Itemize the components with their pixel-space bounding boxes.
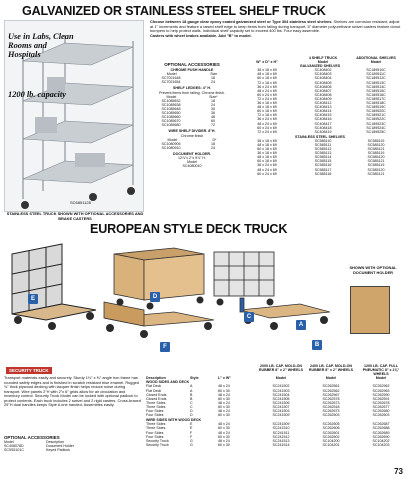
- table-cell: SC585121: [367, 147, 385, 152]
- table-cell: SC408417: [314, 121, 332, 126]
- table-cell: SC262689: [372, 430, 390, 435]
- table-cell: Security Truck: [146, 438, 169, 443]
- table-cell: SC585119: [367, 151, 385, 156]
- table-cell: SC408403: [314, 72, 332, 77]
- table-cell: 24: [211, 80, 215, 85]
- table-cell: SC262673: [322, 400, 340, 405]
- table-cell: SC585121: [367, 159, 385, 164]
- table-cell: SC262688: [372, 426, 390, 431]
- table-cell: 18: [211, 76, 215, 81]
- size-col-head: W" x D" x H": [256, 60, 278, 65]
- table-cell: 36 x 18 x 69: [257, 138, 277, 143]
- table-cell: SC1085680: [161, 123, 181, 128]
- table-cell: SC1085670: [161, 119, 181, 124]
- table-cell: SC262590: [372, 392, 390, 397]
- table-cell: 72 x 18 x 69: [257, 113, 277, 118]
- table-cell: 48 x 24: [218, 400, 230, 405]
- table-cell: SC262605: [322, 422, 340, 427]
- table-cell: SC1085632: [161, 98, 181, 103]
- table-cell: SC241509: [272, 413, 290, 418]
- table-cell: SC408414: [314, 109, 332, 114]
- table-cell: SC189516C: [366, 92, 386, 97]
- table-cell: SC241505: [272, 396, 290, 401]
- doc-holder-note: 12⅞"x 2"x 9⅞" H.: [178, 155, 206, 160]
- table-cell: 60 x 18 x 69: [257, 159, 277, 164]
- table-cell: Four Sides: [146, 434, 164, 439]
- table-cell: SC585110: [314, 138, 332, 143]
- table-cell: SC262602: [322, 434, 340, 439]
- col-model-c: Model: [375, 376, 387, 381]
- table-cell: B: [190, 396, 193, 401]
- col-model: Model: [166, 72, 177, 77]
- col-description: Description: [46, 440, 64, 445]
- table-row: [146, 413, 406, 417]
- table-cell: D: [190, 409, 193, 414]
- table-cell: SC189510C: [366, 68, 386, 73]
- table-cell: 30: [211, 106, 215, 111]
- table-cell: SC189511C: [366, 72, 386, 77]
- table-cell: SC189525C: [366, 129, 386, 134]
- table-cell: SC1085638: [161, 102, 181, 107]
- table-cell: 24: [211, 102, 215, 107]
- page-number: 73: [394, 467, 403, 476]
- table-cell: 48 x 24 x 69: [257, 121, 277, 126]
- group-wire: WIRE SIDES WITH WOOD DECK: [146, 418, 202, 423]
- table-cell: 48 x 18 x 69: [257, 105, 277, 110]
- table-cell: SC189518C: [366, 101, 386, 106]
- deck-truck-table: [146, 364, 406, 447]
- table-cell: 60 x 30: [218, 413, 230, 418]
- divider-rows: [150, 142, 234, 150]
- wood-rows: [146, 384, 406, 417]
- table-row: [236, 172, 404, 176]
- doc-holder-col: Model: [187, 160, 197, 165]
- table-cell: SC241509: [272, 422, 290, 427]
- galvanized-rows: [236, 68, 404, 134]
- table-cell: C: [190, 400, 193, 405]
- table-cell: B: [190, 392, 193, 397]
- table-cell: SC408402: [314, 68, 332, 73]
- table-row: [4, 448, 124, 452]
- col-model: Model: [4, 440, 14, 445]
- table-cell: SC189524C: [366, 125, 386, 130]
- table-cell: SC585121: [367, 171, 385, 176]
- table-row: [150, 146, 234, 150]
- table-cell: Three Sides: [146, 426, 166, 431]
- table-cell: Document Holder: [46, 444, 74, 449]
- shelf-ledges-header: SHELF LEDGES: 4" H.: [172, 86, 212, 91]
- table-cell: 60 x 30: [218, 396, 230, 401]
- table-cell: SC585119: [367, 163, 385, 168]
- photo-model-label: SC6851128: [70, 200, 91, 205]
- table-cell: SC1085660: [161, 115, 181, 120]
- table-cell: SC585120: [367, 142, 385, 147]
- col-model-b: Model: [325, 376, 337, 381]
- galvanized-header: GALVANIZED SHELVES: [299, 64, 341, 69]
- accessories-header: OPTIONAL ACCESSORIES: [164, 62, 220, 67]
- model-col-head: Model: [317, 60, 329, 65]
- table-cell: SC241502: [272, 384, 290, 389]
- table-cell: SC262962: [372, 384, 390, 389]
- table-cell: 60 x 18 x 69: [257, 76, 277, 81]
- table-cell: SC104203: [372, 442, 390, 447]
- table-cell: 60 x 30: [218, 388, 230, 393]
- table-cell: 36 x 24 x 69: [257, 117, 277, 122]
- table-cell: SC104202: [372, 438, 390, 443]
- table-cell: SC189519C: [366, 105, 386, 110]
- table-cell: 72 x 24 x 69: [257, 96, 277, 101]
- section-title-shelf-truck: GALVANIZED OR STAINLESS STEEL SHELF TRUCK: [22, 4, 326, 18]
- table-row: [236, 130, 404, 134]
- table-cell: Three Sides: [146, 400, 166, 405]
- table-cell: 36 x 18 x 69: [257, 101, 277, 106]
- table-cell: SC189522C: [366, 117, 386, 122]
- wire-rows: [146, 422, 406, 447]
- table-cell: SC585117: [314, 167, 332, 172]
- table-cell: 60 x 18 x 69: [257, 147, 277, 152]
- table-cell: SC189517C: [366, 96, 386, 101]
- table-cell: 48 x 24: [218, 384, 230, 389]
- doc-holder-rows: [150, 164, 234, 168]
- table-cell: SC262601: [322, 430, 340, 435]
- table-cell: 48: [211, 115, 215, 120]
- table-cell: SC1080910: [161, 145, 181, 150]
- table-cell: SC408418: [314, 125, 332, 130]
- table-cell: 60 x 30: [218, 442, 230, 447]
- table-cell: SC262606: [322, 426, 340, 431]
- table-cell: SC241511: [272, 430, 290, 435]
- table-cell: Flat Deck: [146, 384, 162, 389]
- table-cell: SC1085650: [161, 111, 181, 116]
- table-cell: SC585119: [367, 138, 385, 143]
- table-cell: SC585114: [314, 155, 332, 160]
- shown-with-caption: SHOWN WITH OPTIONAL DOCUMENT HOLDER: [349, 265, 397, 275]
- table-cell: Four Sides: [146, 409, 164, 414]
- table-cell: SC585112: [314, 147, 332, 152]
- col-description: Description: [146, 376, 166, 381]
- table-cell: 36 x 18 x 69: [257, 151, 277, 156]
- table-cell: SC408404: [314, 76, 332, 81]
- additional-shelves-header: ADDITIONAL SHELVES: [356, 56, 396, 60]
- table-cell: 48 x 24: [218, 438, 230, 443]
- table-cell: SC5S5101C: [4, 448, 24, 453]
- table-cell: SC408409: [314, 96, 332, 101]
- table-cell: 48 x 18 x 69: [257, 72, 277, 77]
- model-col-head-2: Model: [370, 60, 382, 65]
- table-cell: SC408412: [314, 101, 332, 106]
- badge-f: F: [160, 342, 170, 352]
- badge-e: E: [28, 294, 38, 304]
- cap-head-2400: 2400 LB. CAP. MOLD-ON RUBBER 8" x 2" WHEELS: [308, 364, 354, 373]
- divider-note: Chrome finish: [180, 133, 204, 138]
- table-cell: Security Truck: [146, 442, 169, 447]
- table-cell: A: [190, 388, 193, 393]
- table-cell: SC104201: [322, 442, 340, 447]
- table-cell: SC585113: [314, 151, 332, 156]
- table-cell: SC585111: [314, 142, 332, 147]
- cap-head-2000: 2000 LB. CAP. MOLD-ON RUBBER 8" x 2" WHEELS: [258, 364, 304, 373]
- callout-capacity: 1200 lb. capacity: [8, 90, 66, 99]
- col-size: L" x W": [218, 376, 231, 381]
- four-shelf-header: 4 SHELF TRUCK: [308, 56, 338, 60]
- table-cell: SC241503: [272, 409, 290, 414]
- push-handle-rows: [150, 76, 234, 84]
- intro-paragraph: [150, 20, 402, 38]
- table-cell: 48 x 24 x 69: [257, 167, 277, 172]
- table-cell: 72 x 18 x 69: [257, 80, 277, 85]
- intro-casters: Casters with wheel brakes available. Add "B" to model.: [150, 32, 252, 38]
- table-cell: 24: [211, 145, 215, 150]
- table-cell: 48 x 24: [218, 409, 230, 414]
- intro-text: Shelves are corrosion resistant, adjust at 1" increments and feature a raised shelf edge to keep items from falling during transport. 5" diameter polyurethane swivel casters feature donut bumpers to help protect walls. Individual shelf capacity set to exceed 400 lbs. Four easy assemble.: [150, 19, 401, 34]
- table-cell: SC408406: [314, 84, 332, 89]
- divider-header: WIRE SHELF DIVIDER. 8"H.: [168, 129, 216, 134]
- table-cell: Flat Deck: [146, 388, 162, 393]
- table-cell: Three Sides: [146, 422, 166, 427]
- table-cell: SC241513: [272, 438, 290, 443]
- table-cell: 60 x 30: [218, 426, 230, 431]
- badge-a: A: [296, 320, 306, 330]
- table-cell: SC262680: [372, 409, 390, 414]
- table-cell: SC408415: [314, 113, 332, 118]
- table-cell: SC1080905: [161, 141, 181, 146]
- col-model: Model: [166, 94, 177, 99]
- table-cell: SC408416: [314, 117, 332, 122]
- table-cell: SC585116: [314, 163, 332, 168]
- table-cell: 36 x 24 x 69: [257, 84, 277, 89]
- shelf-ledges-note: Prevent items from falling. Chrome finish.: [159, 90, 225, 95]
- deck-accessories-header: OPTIONAL ACCESSORIES: [4, 435, 60, 440]
- table-cell: SC585115: [314, 159, 332, 164]
- section-title-deck-truck: EUROPEAN STYLE DECK TRUCK: [90, 222, 288, 236]
- table-cell: SC262677: [372, 404, 390, 409]
- group-wood: WOOD SIDES AND DECK: [146, 380, 190, 385]
- table-cell: C: [190, 404, 193, 409]
- table-cell: 36: [211, 111, 215, 116]
- shelf-truck-table: [236, 56, 404, 176]
- table-cell: E: [190, 422, 193, 427]
- table-cell: SC4080010: [182, 164, 202, 169]
- table-cell: Three Sides: [146, 404, 166, 409]
- table-cell: SC585120: [367, 155, 385, 160]
- table-cell: 48 x 18 x 69: [257, 155, 277, 160]
- table-cell: SC189521C: [366, 113, 386, 118]
- callout-labs: Use in Labs, Clean Rooms and Hospitals: [8, 32, 74, 59]
- col-model: Model: [167, 137, 178, 142]
- col-model-a: Model: [275, 376, 287, 381]
- table-cell: SC262591: [372, 396, 390, 401]
- table-cell: SC189513C: [366, 80, 386, 85]
- table-cell: SC408405: [314, 80, 332, 85]
- table-cell: G: [190, 438, 193, 443]
- table-cell: 48 x 24: [218, 430, 230, 435]
- table-cell: SC189520C: [366, 109, 386, 114]
- accessories-panel: [150, 63, 234, 168]
- table-cell: SC1085648: [161, 106, 181, 111]
- table-cell: Closed Ends: [146, 392, 167, 397]
- table-cell: SC262503: [322, 413, 340, 418]
- table-cell: SC262690: [372, 434, 390, 439]
- badge-c: C: [244, 312, 254, 322]
- table-cell: SC189515C: [366, 88, 386, 93]
- table-cell: SC262673: [322, 409, 340, 414]
- table-row: [150, 80, 234, 84]
- table-cell: SC408078D: [4, 444, 24, 449]
- table-cell: SC262687: [372, 422, 390, 427]
- table-cell: SC241514: [272, 442, 290, 447]
- table-cell: SC585120: [367, 167, 385, 172]
- table-cell: SC241504: [272, 392, 290, 397]
- table-cell: SC262518: [322, 404, 340, 409]
- badge-d: D: [150, 292, 160, 302]
- table-cell: SC241512: [272, 434, 290, 439]
- table-cell: D: [190, 413, 193, 418]
- photo-caption: STAINLESS STEEL TRUCK SHOWN WITH OPTIONAL ACCESSORIES AND BRAKE CASTERS: [6, 211, 144, 221]
- table-cell: 72 x 24 x 69: [257, 129, 277, 134]
- table-row: [150, 164, 234, 168]
- table-cell: Closed Ends: [146, 396, 167, 401]
- table-cell: 48 x 24: [218, 392, 230, 397]
- table-row: [150, 123, 234, 127]
- table-cell: SC7021654: [161, 80, 181, 85]
- table-cell: SC241506: [272, 400, 290, 405]
- doc-holder-header: DOCUMENT HOLDER.: [173, 151, 211, 156]
- document-holder-photo: [350, 286, 390, 334]
- cap-head-1200: 1200 LB. CAP. FULL PNEUMATIC 8" x 2⅞" WHEELS: [362, 364, 400, 377]
- table-cell: F: [190, 430, 193, 435]
- table-cell: G: [190, 442, 193, 447]
- table-cell: 18: [211, 98, 215, 103]
- stainless-header: STAINLESS STEEL SHELVES: [295, 134, 345, 139]
- shelf-ledges-rows: [150, 99, 234, 128]
- table-cell: SC189514C: [366, 84, 386, 89]
- table-cell: SC241503: [272, 388, 290, 393]
- security-truck-label: SECURITY TRUCK: [6, 367, 52, 374]
- table-cell: 36 x 18 x 69: [257, 68, 277, 73]
- table-cell: SC262963: [372, 388, 390, 393]
- col-style: Style: [190, 376, 199, 381]
- table-cell: SC262603: [372, 413, 390, 418]
- table-cell: SC585118: [314, 171, 332, 176]
- table-cell: 60 x 30: [218, 434, 230, 439]
- table-cell: SC262578: [322, 396, 340, 401]
- table-cell: SC189512C: [366, 76, 386, 81]
- capacity-headers: [146, 364, 406, 376]
- col-d: D*: [212, 137, 217, 142]
- table-cell: 60 x 24 x 69: [257, 125, 277, 130]
- table-cell: SC7021648: [161, 76, 181, 81]
- table-cell: SC241507: [272, 404, 290, 409]
- deck-truck-description: Transport materials easily and securely. Sturdy 1⅛" x ⅝" angle iron frame has rounded safety edges and is finished in scratch resistant blue enamel. Rugged ¾" thick plywood decking with lacquer finish helps reduce noise during transport. Wire panels 2"H with 2"x 6" grids allow for air circulation and inventory control. Security Truck Model can be locked with optional padlock to protect contents. Each truck includes 2 swivel and 2 rigid casters. Cross-braced 29"H dual handles keeps Style A one handed. Assembles easily.: [4, 375, 141, 407]
- table-cell: E: [190, 426, 193, 431]
- table-cell: A: [190, 384, 193, 389]
- table-cell: 48 x 18 x 69: [257, 142, 277, 147]
- badge-b: B: [312, 340, 322, 350]
- table-cell: 72: [211, 123, 215, 128]
- table-cell: SC262678: [372, 400, 390, 405]
- table-cell: 60: [211, 119, 215, 124]
- table-cell: SC104200: [322, 438, 340, 443]
- table-cell: 48 x 24: [218, 422, 230, 427]
- deck-accessories-rows: [4, 444, 124, 452]
- table-cell: SC408407: [314, 88, 332, 93]
- table-cell: 60 x 24 x 69: [257, 171, 277, 176]
- table-cell: 18: [211, 141, 215, 146]
- intro-bold: Choose between 18 gauge clear epoxy coated galvanized steel or Type 304 stainless steel shelves.: [150, 19, 333, 24]
- table-cell: SC241510: [272, 426, 290, 431]
- col-size: Size*: [209, 94, 218, 99]
- push-handle-header: CHROME PUSH HANDLE: [170, 68, 214, 73]
- table-cell: Four Sides: [146, 430, 164, 435]
- table-cell: SC408413: [314, 105, 332, 110]
- table-cell: 60 x 30: [218, 404, 230, 409]
- col-size: Size: [210, 72, 218, 77]
- table-cell: SC189523C: [366, 121, 386, 126]
- table-cell: SC262567: [322, 392, 340, 397]
- table-cell: 36 x 24 x 69: [257, 163, 277, 168]
- deck-accessories: [4, 436, 124, 452]
- table-cell: F: [190, 434, 193, 439]
- table-cell: SC262561: [322, 384, 340, 389]
- table-cell: Keyed Padlock: [46, 448, 70, 453]
- table-cell: SC408408: [314, 92, 332, 97]
- table-cell: 60 x 24 x 69: [257, 92, 277, 97]
- table-cell: 48 x 24 x 69: [257, 88, 277, 93]
- table-cell: 60 x 18 x 69: [257, 109, 277, 114]
- table-row: [146, 443, 406, 447]
- stainless-rows: [236, 139, 404, 176]
- table-cell: SC408419: [314, 129, 332, 134]
- table-cell: SC262562: [322, 388, 340, 393]
- table-cell: Four Sides: [146, 413, 164, 418]
